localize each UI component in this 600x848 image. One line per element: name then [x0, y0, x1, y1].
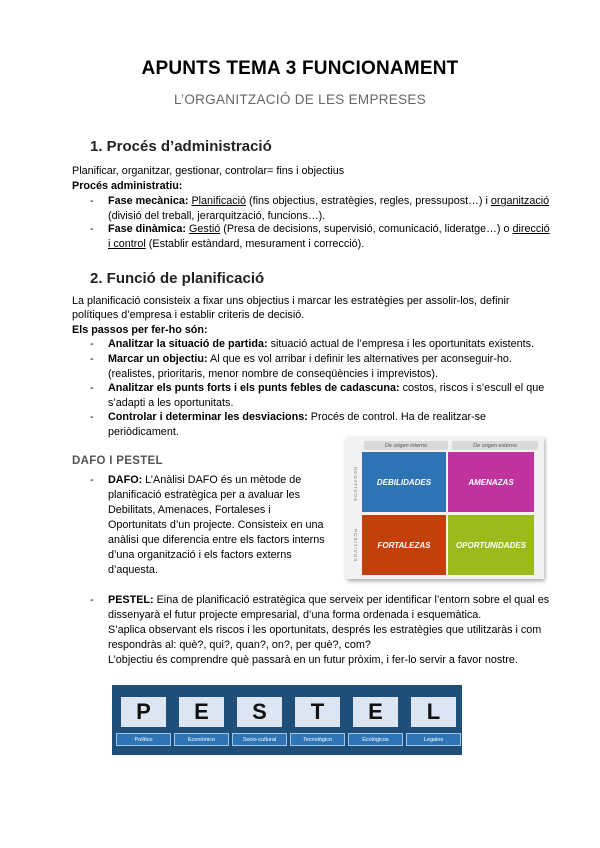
step-text-line2: s’adapti a les oportunitats.	[108, 397, 234, 409]
list-item	[90, 222, 578, 252]
cell-amenazas: AMENAZAS	[448, 452, 534, 512]
list-item	[90, 194, 578, 224]
pestel-label: Político	[116, 733, 171, 746]
step-bold: Analitzar la situació de partida:	[108, 338, 268, 350]
section1-heading: 1. Procés d’administració	[90, 138, 272, 155]
bullet-dash: -	[90, 594, 94, 606]
step-text: situació actual de l’empresa i les oportunitats existents.	[267, 338, 535, 350]
item-text: (fins objectius, estratègies, regles, pressupost…) i	[246, 195, 491, 207]
item-bold: Fase dinàmica:	[108, 223, 187, 235]
step-text: costos, riscos i s’escull el que	[399, 382, 545, 394]
pestel-label: Ecológicos	[348, 733, 403, 746]
pestel-line: Eina de planificació estratègica que serveix per identificar l’entorn sobre el qual es	[153, 594, 550, 606]
dafo-line: L’Anàlisi DAFO és un mètode de	[142, 474, 302, 486]
bullet-dash: -	[90, 382, 94, 394]
section2-heading: 2. Funció de planificació	[90, 270, 265, 287]
dafo-paragraph	[90, 473, 338, 578]
pestel-label: Tecnológico	[290, 733, 345, 746]
step-bold: Marcar un objectiu:	[108, 353, 208, 365]
pestel-line: respondràs al: què?, qui?, quan?, on?, per què?, com?	[108, 639, 371, 651]
planificacio-link: Planificació	[191, 195, 247, 207]
item-text: (Presa de decisions, supervisió, comunicació, lideratge…) o	[220, 223, 513, 235]
pestel-bold: PESTEL:	[108, 594, 154, 606]
pestel-letter: E	[353, 697, 398, 727]
pestel-diagram	[112, 685, 462, 755]
pestel-letter: S	[237, 697, 282, 727]
list-item	[90, 381, 578, 411]
pestel-paragraph	[90, 593, 588, 668]
section2-intro-1: La planificació consisteix a fixar uns objectius i marcar les estratègies per assolir-los, definir	[72, 295, 510, 307]
dafo-bold: DAFO:	[108, 474, 143, 486]
list-item	[90, 352, 578, 382]
page-title: APUNTS TEMA 3 FUNCIONAMENT	[141, 58, 459, 79]
pestel-label: Legales	[406, 733, 461, 746]
section2-label: Els passos per fer-ho són:	[72, 324, 208, 336]
step-text-line2: periòdicament.	[108, 426, 179, 438]
dafo-line: Debilitats, Amenaces, Fortaleses i	[108, 504, 271, 516]
dafo-pestel-heading: DAFO I PESTEL	[72, 455, 163, 467]
control-link: i control	[108, 238, 146, 250]
column-header-internal: De origen interno	[364, 441, 448, 450]
bullet-dash: -	[90, 195, 94, 207]
dafo-line: Oportunitats d’un projecte. Consisteix en una	[108, 519, 324, 531]
list-item	[90, 410, 578, 440]
step-text: Procés de control. Ha de realitzar-se	[307, 411, 487, 423]
bullet-dash: -	[90, 223, 94, 235]
item-text-line2: (divisió del treball, jerarquització, funcions…).	[108, 210, 326, 222]
bullet-dash: -	[90, 474, 94, 486]
cell-oportunidades: OPORTUNIDADES	[448, 515, 534, 575]
dafo-line: planificació estratègica per a avaluar les	[108, 489, 301, 501]
pestel-letter: E	[179, 697, 224, 727]
gestio-link: Gestió	[189, 223, 221, 235]
step-text: Al que es vol arribar i definir les alternatives per aconseguir-ho.	[207, 353, 512, 365]
section1-label: Procés administratiu:	[72, 180, 183, 192]
direccio-link: direcció	[512, 223, 550, 235]
bullet-dash: -	[90, 338, 94, 350]
pestel-label: Económico	[174, 733, 229, 746]
step-bold: Analitzar els punts forts i els punts febles de cadascuna:	[108, 382, 400, 394]
step-bold: Controlar i determinar les desviacions:	[108, 411, 308, 423]
pestel-line: dissenyarà el futur projecte empresarial, d’una forma ordenada i esquemàtica.	[108, 609, 482, 621]
row-header-negative: NEGATIVOS	[353, 466, 358, 502]
page-subtitle: L’ORGANITZACIÓ DE LES EMPRESES	[173, 92, 427, 107]
dafo-line: d’aquesta.	[108, 564, 158, 576]
organitzacio-link: organització	[490, 195, 550, 207]
item-bold: Fase mecànica:	[108, 195, 189, 207]
bullet-dash: -	[90, 353, 94, 365]
pestel-line: S’aplica observant els riscos i les oportunitats, després les estratègies que utilitzaràs i com	[108, 624, 542, 636]
pestel-line: L’objectiu és comprendre què passarà en un futur pròxim, i fer-lo servir a favor nostre.	[108, 654, 518, 666]
dafo-line: anàlisi que diferencia entre els factors interns	[108, 534, 325, 546]
item-text-line2: (Establir estàndard, mesurament i correcció).	[145, 238, 365, 250]
pestel-label: Socio-cultural	[232, 733, 287, 746]
cell-fortalezas: FORTALEZAS	[362, 515, 446, 575]
step-text-line2: (realistes, prioritaris, menor nombre de conseqüències i imprevistos).	[108, 368, 439, 380]
column-header-external: De origen externo	[452, 441, 538, 450]
pestel-letter: P	[121, 697, 166, 727]
list-item	[90, 337, 578, 352]
row-header-positive: POSITIVOS	[353, 529, 358, 563]
section1-intro: Planificar, organitzar, gestionar, controlar= fins i objectius	[72, 165, 345, 177]
bullet-dash: -	[90, 411, 94, 423]
pestel-letter: T	[295, 697, 340, 727]
cell-debilidades: DEBILIDADES	[362, 452, 446, 512]
pestel-letter: L	[411, 697, 456, 727]
dafo-line: d’una organització i els factors externs	[108, 549, 292, 561]
section2-intro-2: polítiques d’empresa i establir criteris de decisió.	[72, 309, 305, 321]
dafo-matrix	[346, 437, 544, 579]
